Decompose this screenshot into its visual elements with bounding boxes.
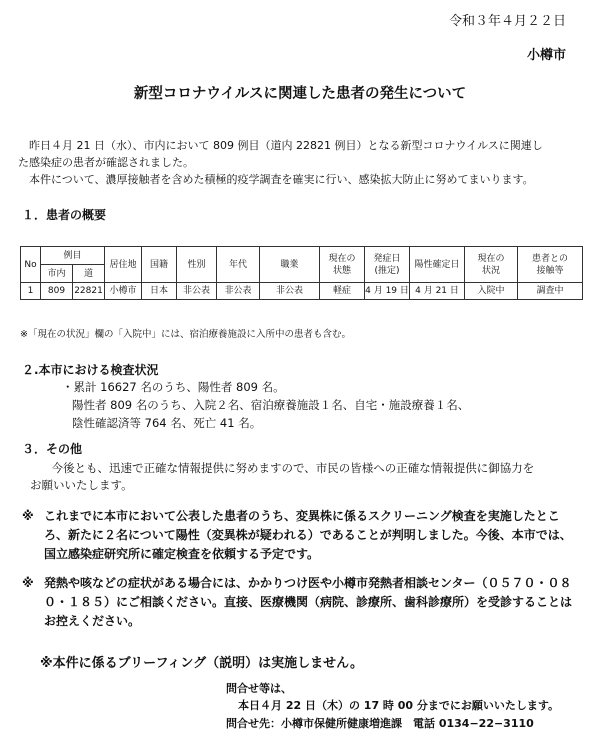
header-current-status-line2: 状況 [482,265,501,276]
intro-line-2: た感染症の患者が確認されました。 [18,156,194,169]
section3-line-1: 今後とも、迅速で正確な情報提供に努めますので、市民の皆様への正確な情報提供に御協力を [40,461,535,475]
cell-nationality: 日本 [142,283,177,300]
header-current-condition-line2: 状態 [333,265,352,276]
cell-occupation: 非公表 [260,283,320,300]
contact-line-3: 問合せ先：小樽市保健所健康増進課 電話 0134−22−3110 [226,717,534,730]
intro-line-1: 昨日４月 21 日（水）、市内において 809 例目（道内 22821 例目）となる新型コロナウイルスに関連し [18,139,543,152]
cell-age: 非公表 [217,283,260,300]
section3-heading: ３．その他 [22,442,83,456]
header-case-number: 例目 [41,247,105,265]
intro-line-3: 本件について、濃厚接触者を含めた積極的疫学調査を確実に行い、感染拡大防止に努めてまいります。 [18,173,534,186]
header-gender: 性別 [177,247,217,283]
section2-heading: ２.本市における検査状況 [22,363,159,377]
cell-gender: 非公表 [177,283,217,300]
notice1-text: これまでに本市において公表した患者のうち、変異株に係るスクリーニング検査を実施したところ、新たに２名について陽性（変異株が疑われる）であることが判明しました。今後、本市では、国立感染症研究所に確定検査を依頼する予定です。 [44,509,572,561]
notice2-mark: ※ [22,576,34,590]
header-no: No [21,247,41,283]
header-nationality: 国籍 [142,247,177,283]
table-note: ※「現在の状況」欄の「入院中」には、宿泊療養施設に入所中の患者も含む。 [20,329,351,340]
section2-line-3: 陰性確認済等 764 名、死亡 41 名。 [72,416,262,430]
cell-positive: 4 月 21 日 [410,283,465,300]
header-current-status-line1: 現在の [477,253,505,264]
header-age: 年代 [217,247,260,283]
document-title: 新型コロナウイルスに関連した患者の発生について [133,86,467,102]
section1-heading: １．患者の概要 [22,208,107,222]
header-current-condition-line1: 現在の [328,253,356,264]
cell-contact: 調査中 [518,283,583,300]
organization-name: 小樽市 [526,48,566,63]
header-onset-date [365,247,410,283]
header-onset-line1: 発症日 [373,253,401,264]
header-contact-line1: 患者との [532,253,569,264]
cell-hokkaido-case: 22821 [73,283,105,300]
header-city-case: 市内 [41,265,73,283]
header-occupation: 職業 [260,247,320,283]
document-date: 令和３年４月２２日 [448,14,566,29]
section3-line-2: お願いいたします。 [30,478,133,492]
header-current-status [465,247,518,283]
briefing-note: ※本件に係るブリーフィング（説明）は実施しません。 [40,656,363,671]
section2-line-2: 陽性者 809 名のうち、入院２名、宿泊療養施設１名、自宅・施設療養１名、 [72,398,470,412]
header-contact [518,247,583,283]
cell-condition: 軽症 [320,283,365,300]
header-residence: 居住地 [105,247,142,283]
header-onset-line2: (推定) [374,265,400,276]
table-row [21,283,583,300]
cell-city-case: 809 [41,283,73,300]
cell-onset: 4 月 19 日 [365,283,410,300]
header-hokkaido-case: 道 [73,265,105,283]
contact-line-2: 本日４月 22 日（木）の 17 時 00 分までにお願いいたします。 [238,699,560,712]
cell-status: 入院中 [465,283,518,300]
notice1-mark: ※ [22,509,34,523]
header-contact-line2: 接触等 [536,265,564,276]
header-positive-date: 陽性確定日 [410,247,465,283]
cell-no: 1 [21,283,41,300]
header-current-condition [320,247,365,283]
section2-line-1: ・累計 16627 名のうち、陽性者 809 名。 [62,380,285,394]
notice2-text: 発熱や咳などの症状がある場合には、かかりつけ医や小樽市発熱者相談センター（０５７０・０８０・１８５）にご相談ください。直接、医療機関（病院、診療所、歯科診療所）を受診することはお控えください。 [44,576,573,628]
patient-table [20,246,583,300]
contact-line-1: 問合せ等は、 [226,682,292,695]
cell-residence: 小樽市 [105,283,142,300]
